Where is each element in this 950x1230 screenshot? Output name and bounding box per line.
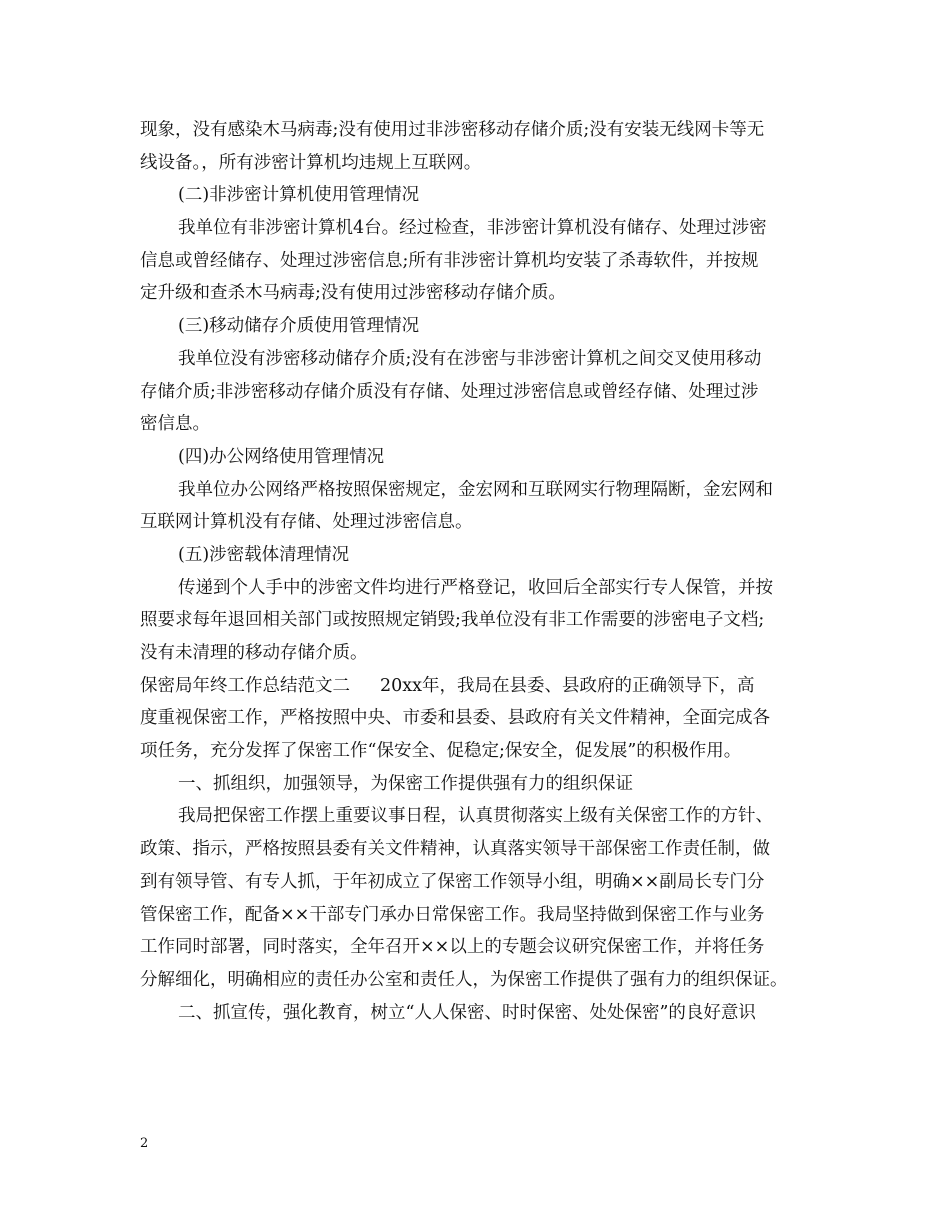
section-heading: (三)移动储存介质使用管理情况 <box>178 316 420 337</box>
document-title: 保密局年终工作总结范文二 <box>140 675 350 696</box>
body-line: 政策、指示，严格按照县委有关文件精神，认真落实领导干部保密工作责任制，做 <box>140 839 770 860</box>
body-line: 管保密工作，配备××干部专门承办日常保密工作。我局坚持做到保密工作与业务 <box>140 904 765 925</box>
body-line: 度重视保密工作，严格按照中央、市委和县委、县政府有关文件精神，全面完成各 <box>140 708 770 729</box>
body-line: 没有未清理的移动存储介质。 <box>140 643 368 663</box>
body-line: 工作同时部署，同时落实，全年召开××以上的专题会议研究保密工作，并将任务 <box>140 937 765 958</box>
body-line: 存储介质;非涉密移动存储介质没有存储、处理过涉密信息或曾经存储、处理过涉 <box>140 381 759 402</box>
section-heading: 二、抓宣传，强化教育，树立“人人保密、时时保密、处处保密”的良好意识 <box>178 1002 756 1023</box>
body-text: 20xx年，我局在县委、县政府的正确领导下，高 <box>380 675 755 696</box>
body-line: 线设备。，所有涉密计算机均违规上互联网。 <box>140 152 482 173</box>
body-line: 分解细化，明确相应的责任办公室和责任人，为保密工作提供了强有力的组织保证。 <box>140 969 788 990</box>
body-line: 我单位没有涉密移动储存介质;没有在涉密与非涉密计算机之间交叉使用移动 <box>178 348 762 369</box>
body-line: 我单位有非涉密计算机4台。经过检查，非涉密计算机没有储存、处理过涉密 <box>178 218 767 239</box>
body-line: 互联网计算机没有存储、处理过涉密信息。 <box>140 512 473 533</box>
body-line: 传递到个人手中的涉密文件均进行严格登记，收回后全部实行专人保管，并按 <box>178 577 773 598</box>
body-line: 照要求每年退回相关部门或按照规定销毁;我单位没有非工作需要的涉密电子文档; <box>140 610 765 631</box>
body-line: 我单位办公网络严格按照保密规定，金宏网和互联网实行物理隔断，金宏网和 <box>178 479 773 500</box>
document-body <box>140 114 820 1029</box>
section-heading: (二)非涉密计算机使用管理情况 <box>178 185 420 206</box>
body-line: 定升级和查杀木马病毒;没有使用过涉密移动存储介质。 <box>140 283 566 304</box>
body-line: 到有领导管、有专人抓，于年初成立了保密工作领导小组，明确××副局长专门分 <box>140 871 765 892</box>
page-number: 2 <box>140 1136 149 1151</box>
body-line: 我局把保密工作摆上重要议事日程，认真贯彻落实上级有关保密工作的方针、 <box>178 806 773 827</box>
section-heading: 一、抓组织，加强领导，为保密工作提供强有力的组织保证 <box>178 773 633 794</box>
section-heading: (四)办公网络使用管理情况 <box>178 446 385 467</box>
section-heading: (五)涉密载体清理情况 <box>178 544 350 565</box>
body-line <box>140 670 820 703</box>
body-line: 密信息。 <box>140 414 210 435</box>
body-line: 现象，没有感染木马病毒;没有使用过非涉密移动存储介质;没有安装无线网卡等无 <box>140 120 765 140</box>
body-line: 信息或曾经储存、处理过涉密信息;所有非涉密计算机均安装了杀毒软件，并按规 <box>140 250 759 271</box>
body-line: 项任务，充分发挥了保密工作“保安全、促稳定;保安全，促发展”的积极作用。 <box>140 741 742 762</box>
